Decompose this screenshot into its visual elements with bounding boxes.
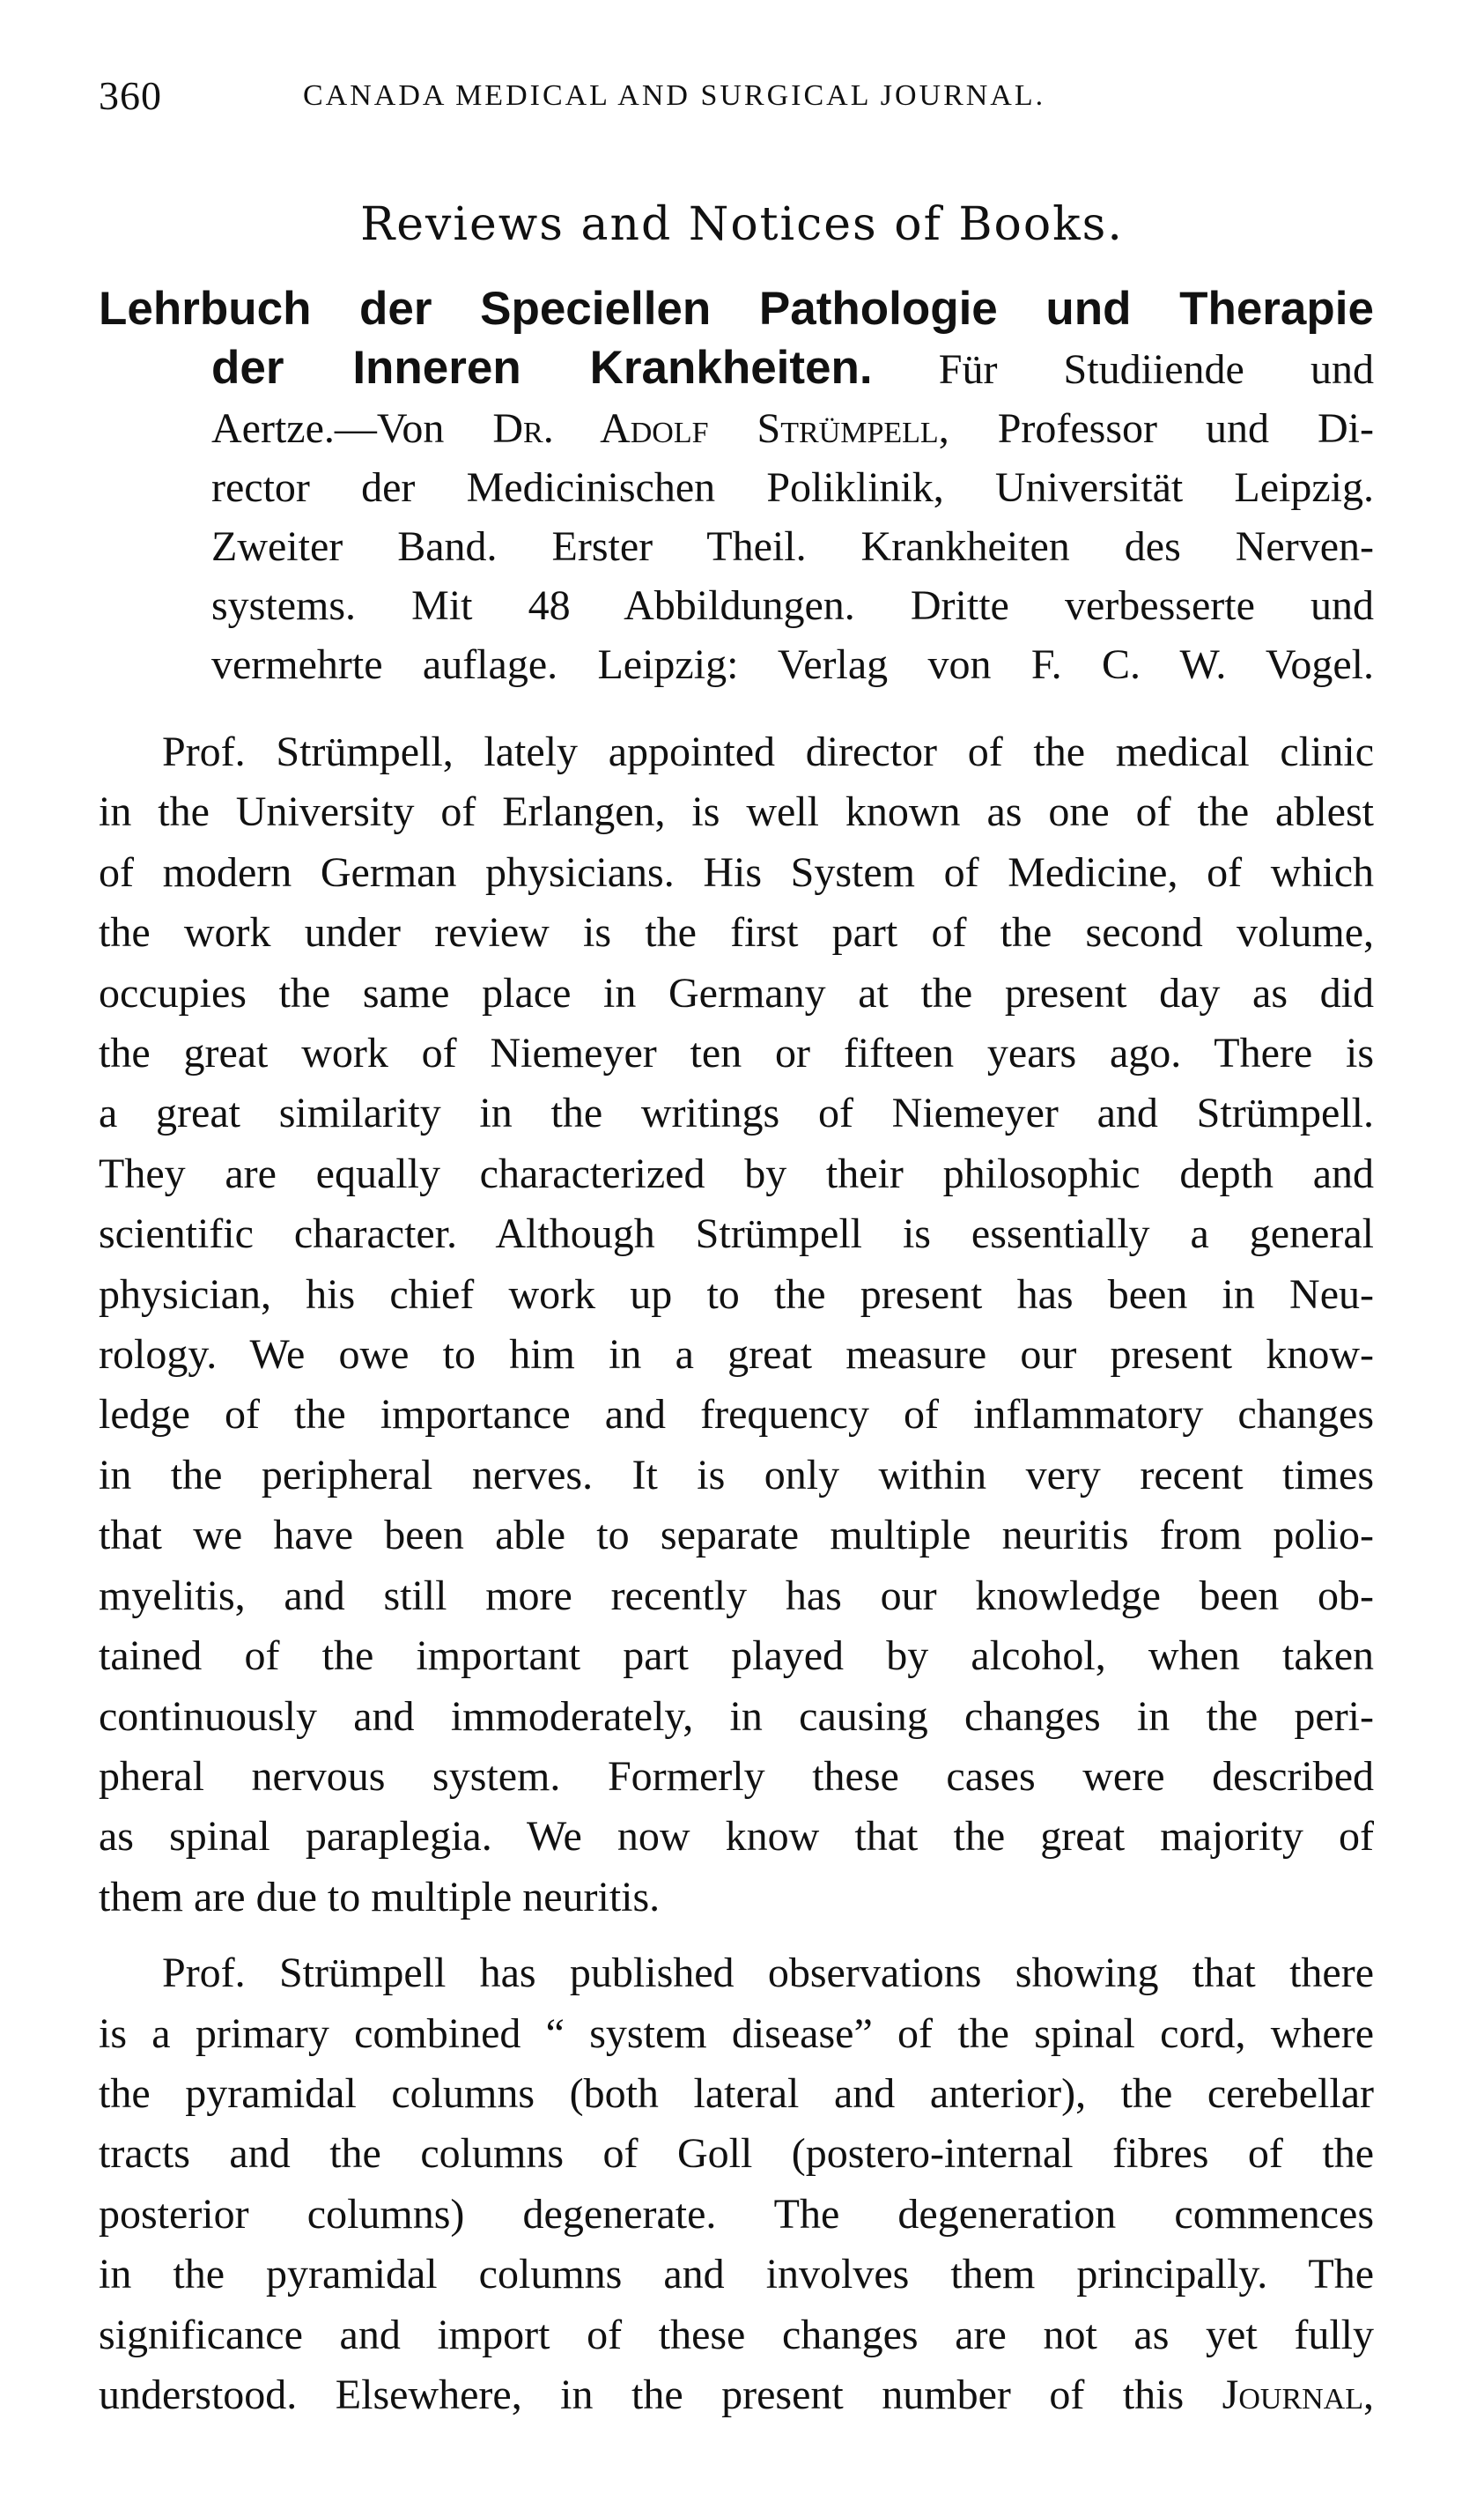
text-line: the great work of Niemeyer ten or fifteen years ago. There is (99, 1030, 1374, 1077)
text-segment: understood. Elsewhere, in the present number of this (99, 2371, 1222, 2418)
text-line: them are due to multiple neuritis. (99, 1873, 661, 1920)
text-line: physician, his chief work up to the present has been in Neu- (99, 1270, 1374, 1318)
text-line: ledge of the importance and frequency of inflammatory changes (99, 1391, 1374, 1439)
text-line: significance and import of these changes are not as yet fully (99, 2311, 1374, 2358)
review-body (99, 722, 1374, 2425)
book-title-text: , Professor und Di- (938, 405, 1374, 452)
book-title-line (99, 338, 1374, 399)
paragraph (99, 1943, 1374, 2425)
journal-reference: Journal (1222, 2371, 1363, 2418)
text-line: is a primary combined “ system disease” of the spinal cord, where (99, 2009, 1374, 2057)
text-segment: , (1363, 2371, 1374, 2418)
text-line: in the pyramidal columns and involves them principally. The (99, 2251, 1374, 2298)
text-line: myelitis, and still more recently has our knowledge been ob- (99, 1572, 1374, 1619)
running-head (99, 72, 1376, 125)
text-line: occupies the same place in Germany at the present day as did (99, 969, 1374, 1017)
text-line: a great similarity in the writings of Niemeyer and Strümpell. (99, 1090, 1374, 1137)
book-title-line: Lehrbuch der Speciellen Pathologie und Therapie (99, 283, 1374, 335)
text-line: in the peripheral nerves. It is only within very recent times (99, 1451, 1374, 1498)
text-line: tained of the important part played by alcohol, when taken (99, 1632, 1374, 1680)
book-title-line: vermehrte auflage. Leipzig: Verlag von F. C. W. Vogel. (211, 641, 1374, 688)
text-line: pheral nervous system. Formerly these cases were described (99, 1752, 1374, 1800)
text-line: continuously and immoderately, in causing changes in the peri- (99, 1692, 1374, 1740)
text-line: the work under review is the first part of the second volume, (99, 909, 1374, 957)
book-title-block (99, 279, 1374, 694)
journal-title: CANADA MEDICAL AND SURGICAL JOURNAL. (303, 79, 1046, 112)
text-line: as spinal paraplegia. We now know that the great majority of (99, 1813, 1374, 1861)
text-line: posterior columns) degenerate. The degeneration commences (99, 2190, 1374, 2238)
book-title-line: systems. Mit 48 Abbildungen. Dritte verbesserte und (211, 582, 1374, 629)
text-line: of modern German physicians. His System of Medicine, of which (99, 848, 1374, 896)
text-line: that we have been able to separate multiple neuritis from polio- (99, 1512, 1374, 1559)
text-line: rology. We owe to him in a great measure our present know- (99, 1331, 1374, 1379)
book-title-bold-text: der Inneren Krankheiten. (211, 342, 873, 394)
text-line: They are equally characterized by their philosophic depth and (99, 1150, 1374, 1197)
book-title-line (99, 399, 1374, 458)
text-line: Prof. Strümpell, lately appointed director of the medical clinic (162, 729, 1374, 775)
text-line: scientific character. Although Strümpell is essentially a general (99, 1210, 1374, 1258)
book-title-text: Für Studiiende und (938, 346, 1374, 393)
text-line: tracts and the columns of Goll (postero-internal fibres of the (99, 2130, 1374, 2178)
text-line: in the University of Erlangen, is well known as one of the ablest (99, 788, 1374, 836)
page-number: 360 (99, 73, 162, 118)
text-line: Prof. Strümpell has published observations showing that there (162, 1950, 1374, 1997)
paragraph (99, 722, 1374, 1928)
book-title-line: Zweiter Band. Erster Theil. Krankheiten des Nerven- (211, 523, 1374, 570)
book-title-line: rector der Medicinischen Poliklinik, Universität Leipzig. (211, 464, 1374, 511)
text-line (99, 2365, 1374, 2425)
section-heading: Reviews and Notices of Books. (360, 198, 1124, 251)
author-name: Dr. Adolf Strümpell (492, 405, 939, 452)
text-line: the pyramidal columns (both lateral and anterior), the cerebellar (99, 2069, 1374, 2117)
book-title-text: Aertze.—Von (211, 405, 493, 452)
